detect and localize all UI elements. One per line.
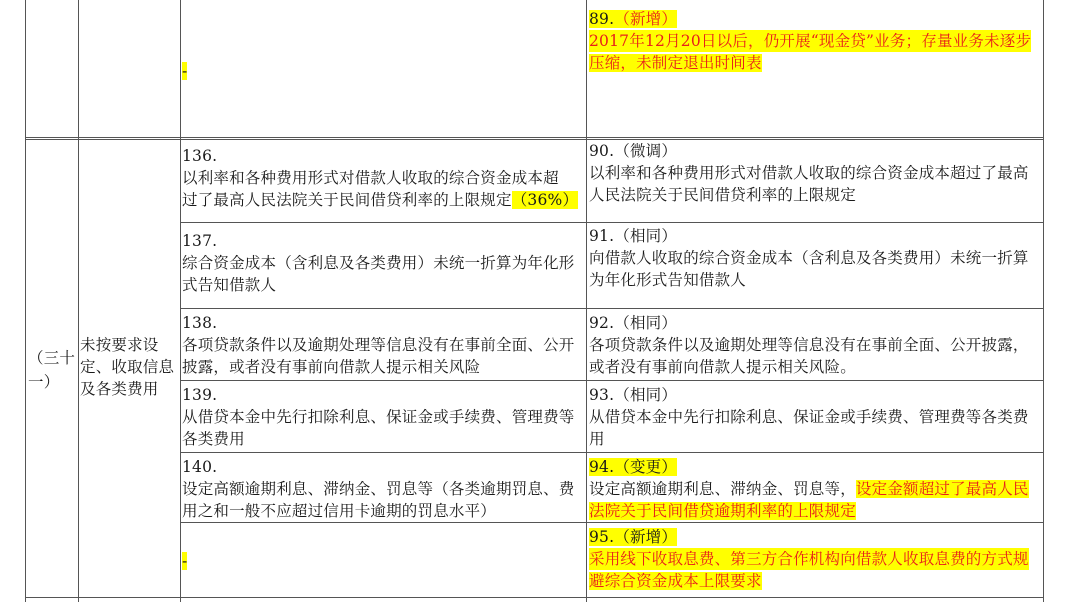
row6-left (182, 550, 187, 572)
row-divider-2 (180, 308, 1044, 309)
row5-right (589, 456, 1029, 522)
row-divider-6 (25, 597, 1044, 598)
row3-left-line2: 披露，或者没有事前向借款人提示相关风险 (182, 358, 481, 376)
row4-right-num: 93. (589, 386, 615, 404)
row1-right-line2: 人民法院关于民间借贷利率的上限规定 (589, 186, 856, 204)
row2-left-num: 137. (182, 232, 218, 250)
row2-right-num: 91. (589, 227, 615, 245)
row0-right-line2: 压缩，未制定退出时间表 (589, 54, 762, 72)
row5-left-line1: 设定高额逾期利息、滞纳金、罚息等（各类逾期罚息、费 (182, 480, 575, 498)
row-divider-5 (180, 522, 1044, 523)
row4-left-num: 139. (182, 386, 218, 404)
row6-right-line2: 避综合资金成本上限要求 (589, 572, 762, 590)
col-divider-2 (180, 0, 181, 602)
row1-right-tag: （微调） (614, 142, 678, 160)
row6-right (589, 526, 1029, 592)
col-divider-1 (78, 0, 79, 602)
row1-left-num: 136. (182, 147, 218, 165)
row2-left (182, 230, 575, 296)
row4-left (182, 384, 575, 450)
row3-right-tag: （相同） (614, 314, 678, 332)
row4-left-line1: 从借贷本金中先行扣除利息、保证金或手续费、管理费等 (182, 408, 575, 426)
row1-left (182, 145, 578, 211)
row5-right-line1-red: 设定金额超过了最高人民 (855, 480, 1029, 498)
row3-right-num: 92. (589, 314, 615, 332)
row0-left-dash: - (182, 62, 188, 80)
row1-left-line1: 以利率和各种费用形式对借款人收取的综合资金成本超 (182, 169, 559, 187)
row4-right-line2: 用 (589, 430, 605, 448)
section-title (80, 334, 174, 400)
row0-right-line1: 2017年12月20日以后，仍开展“现金贷”业务；存量业务未逐步 (589, 32, 1032, 50)
row1-left-line2: 过了最高人民法院关于民间借贷利率的上限规定 (182, 191, 512, 209)
row5-left-num: 140. (182, 458, 218, 476)
row6-right-tag: （新增） (614, 528, 678, 546)
section-number-line2: 一） (28, 373, 60, 391)
row0-left (182, 60, 187, 82)
row5-right-tag: （变更） (614, 458, 678, 476)
row3-left-num: 138. (182, 314, 218, 332)
row4-left-line2: 各类费用 (182, 430, 245, 448)
row3-right (589, 312, 1029, 378)
row3-left (182, 312, 575, 378)
row-divider-4 (180, 452, 1044, 453)
row0-right-num: 89. (589, 10, 615, 28)
row0-right (589, 8, 1031, 74)
row1-left-highlight: （36%） (511, 191, 579, 209)
row1-right-num: 90. (589, 142, 615, 160)
row6-right-line1: 采用线下收取息费、第三方合作机构向借款人收取息费的方式规 (589, 550, 1029, 568)
row2-left-line2: 式告知借款人 (182, 276, 277, 294)
col-divider-3 (586, 0, 587, 602)
row1-right-line1: 以利率和各种费用形式对借款人收取的综合资金成本超过了最高 (589, 164, 1029, 182)
row5-left-line2: 用之和一般不应超过信用卡逾期的罚息水平） (182, 502, 497, 520)
row-divider-3 (180, 380, 1044, 381)
row4-right-tag: （相同） (614, 386, 678, 404)
row2-right-tag: （相同） (614, 227, 678, 245)
col-divider-4 (1043, 0, 1044, 602)
row4-right-line1: 从借贷本金中先行扣除利息、保证金或手续费、管理费等各类费 (589, 408, 1029, 426)
row4-right (589, 384, 1029, 450)
row0-right-tag: （新增） (614, 10, 678, 28)
row3-left-line1: 各项贷款条件以及逾期处理等信息没有在事前全面、公开 (182, 336, 575, 354)
row2-left-line1: 综合资金成本（含利息及各类费用）未统一折算为年化形 (182, 254, 575, 272)
section-number-line1: （三十 (28, 349, 76, 367)
section-title-line3: 及各类费用 (80, 380, 159, 398)
row1-right (589, 140, 1029, 206)
row3-right-line1: 各项贷款条件以及逾期处理等信息没有在事前全面、公开披露， (589, 336, 1029, 354)
row5-right-num: 94. (589, 458, 615, 476)
row5-right-line1-black: 设定高额逾期利息、滞纳金、罚息等， (589, 480, 856, 498)
row2-right-line2: 为年化形式告知借款人 (589, 271, 747, 289)
row5-right-line2-red: 法院关于民间借贷逾期利率的上限规定 (589, 502, 856, 520)
row3-right-line2: 或者没有事前向借款人提示相关风险。 (589, 358, 856, 376)
row2-right (589, 225, 1029, 291)
section-title-line1: 未按要求设 (80, 336, 159, 354)
row2-right-line1: 向借款人收取的综合资金成本（含利息及各类费用）未统一折算 (589, 249, 1029, 267)
row5-left (182, 456, 575, 522)
row-divider-1 (180, 222, 1044, 223)
row6-right-num: 95. (589, 528, 615, 546)
col-divider-0 (25, 0, 26, 602)
section-title-line2: 定、收取信息 (80, 358, 175, 376)
row6-left-dash: - (182, 552, 188, 570)
section-number (28, 346, 75, 394)
